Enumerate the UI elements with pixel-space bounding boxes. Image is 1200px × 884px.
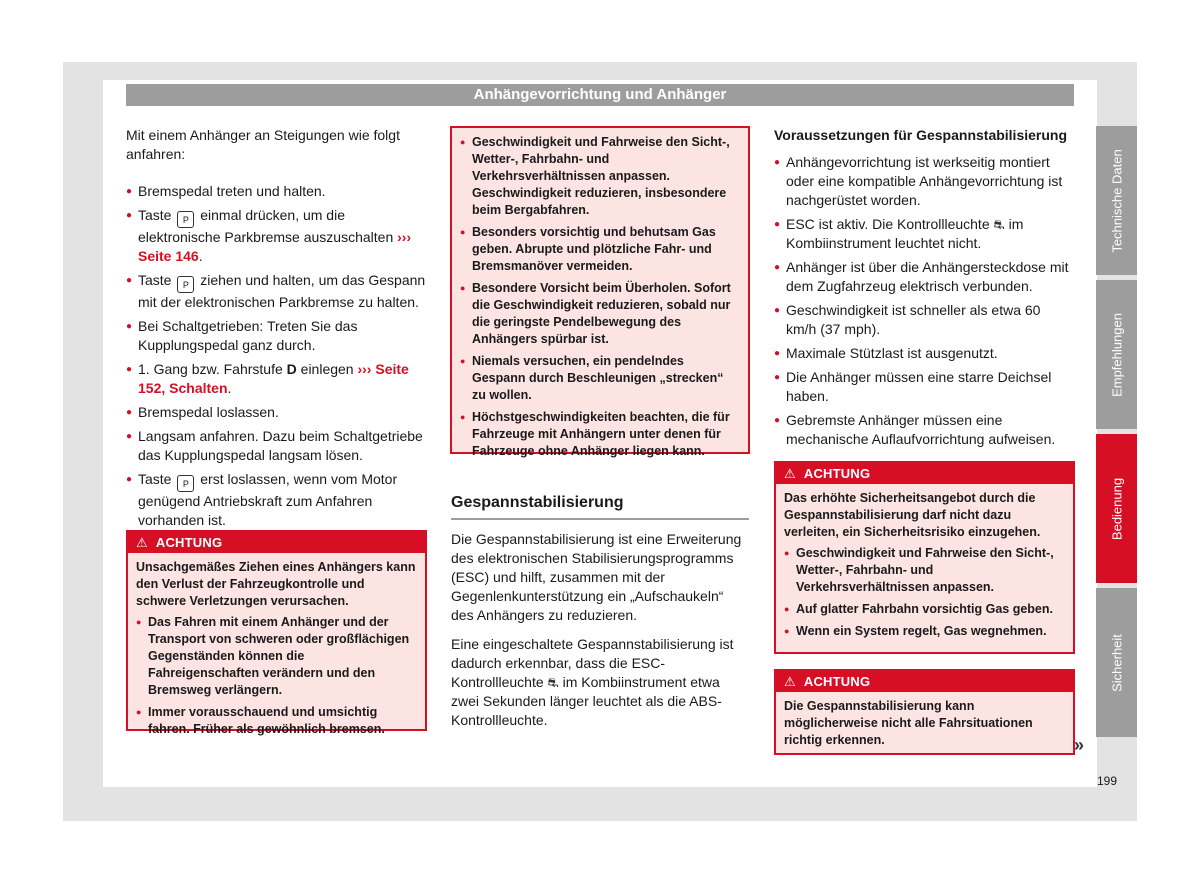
page-link[interactable]: ››› Seite 146 [138,229,412,264]
warning-item: ● Höchstgeschwindigkeiten beachten, die für Fahrzeuge mit Anhängern unter denen für Fahrzeuge ohne Anhänger liegen kann. [460,409,740,460]
parking-brake-key-icon: P [177,276,194,293]
tab-technische-daten[interactable]: Technische Daten [1096,126,1137,275]
list-item: ● Taste P einmal drücken, um die elektronische Parkbremse auszuschalten ››› Seite 146. [126,206,426,266]
list-item: ● Gebremste Anhänger müssen eine mechanische Auflaufvorrichtung aufweisen. [774,411,1074,449]
column-3 [774,126,1074,454]
list-item: ● ESC ist aktiv. Die Kontrollleuchte ⛐ im Kombiinstrument leuchtet nicht. [774,215,1074,253]
paragraph: Eine eingeschaltete Gespannstabilisierung ist dadurch erkennbar, dass die ESC-Kontrollleuchte ⛐ im Kombiinstrument etwa zwei Sekunden länger leuchtet als die ABS-Kontrollleuchte. [451,636,734,728]
warning-triangle-icon: ⚠ [784,674,796,689]
subheading: Voraussetzungen für Gespannstabilisierung [774,127,1068,143]
tab-bedienung[interactable]: Bedienung [1096,434,1137,583]
page-number: 199 [1097,774,1118,788]
warning-item: ● Wenn ein System regelt, Gas wegnehmen. [784,623,1065,640]
warning-item: ● Geschwindigkeit und Fahrweise den Sicht-, Wetter-, Fahrbahn- und Verkehrsverhältnissen anpassen. [784,545,1065,596]
warning-item: ● Das Fahren mit einem Anhänger und der Transport von schweren oder großflächigen Gegenständen können die Fahreigenschaften verändern und den Bremsweg verlängern. [136,614,417,699]
list-item: ● Bremspedal treten und halten. [126,182,426,201]
warning-lead: Unsachgemäßes Ziehen eines Anhängers kann den Verlust der Fahrzeugkontrolle und schwere Verletzungen verursachen. [136,560,416,608]
warning-lead: Das erhöhte Sicherheitsangebot durch die Gespannstabilisierung darf nicht dazu verleiten, ein Sicherheitsrisiko einzugehen. [784,491,1041,539]
warning-item: ● Besonders vorsichtig und behutsam Gas geben. Abrupte und plötzliche Fahr- und Bremsmanöver vermeiden. [460,224,740,275]
continue-arrow: » [1074,735,1085,755]
section-title: Gespannstabilisierung [451,492,749,520]
list-item: ● Taste P erst loslassen, wenn vom Motor genügend Antriebskraft zum Anfahren vorhanden ist. [126,470,426,530]
parking-brake-key-icon: P [177,211,194,228]
warning-header: ⚠ ACHTUNG [776,463,1073,484]
list-item: ● Bei Schaltgetrieben: Treten Sie das Kupplungspedal ganz durch. [126,317,426,355]
warning-item: ● Auf glatter Fahrbahn vorsichtig Gas geben. [784,601,1065,618]
paragraph: Die Gespannstabilisierung ist eine Erweiterung des elektronischen Stabilisierungsprogramms (ESC) und hilft, zusammen mit der Gegenlenkunterstützung ein „Aufschaukeln“ des Anhängers zu reduzieren. [451,531,742,623]
list-item: ● Maximale Stützlast ist ausgenutzt. [774,344,1074,363]
list-item: ● Anhängevorrichtung ist werkseitig montiert oder eine kompatible Anhängevorrichtung ist nachgerüstet worden. [774,153,1074,210]
warning-box-1 [126,530,427,736]
page-link[interactable]: ››› Seite 152, Schalten [138,361,409,396]
warning-triangle-icon: ⚠ [784,466,796,481]
esc-warning-light-icon: ⛐ [547,675,559,690]
tab-empfehlungen[interactable]: Empfehlungen [1096,280,1137,429]
warning-item: ● Niemals versuchen, ein pendelndes Gespann durch Beschleunigen „strecken“ zu wollen. [460,353,740,404]
list-item: ● Die Anhänger müssen eine starre Deichsel haben. [774,368,1074,406]
list-item: ● Geschwindigkeit ist schneller als etwa 60 km/h (37 mph). [774,301,1074,339]
list-item: ● Bremspedal loslassen. [126,403,426,422]
chapter-header: Anhängevorrichtung und Anhänger [126,84,1074,106]
warning-lead: Die Gespannstabilisierung kann möglicherweise nicht alle Fahrsituationen richtig erkennen. [784,699,1033,747]
warning-item: ● Besondere Vorsicht beim Überholen. Sofort die Geschwindigkeit reduzieren, sobald nur die geringste Pendelbewegung des Anhängers spürbar ist. [460,280,740,348]
list-item: ● Langsam anfahren. Dazu beim Schaltgetriebe das Kupplungspedal langsam lösen. [126,427,426,465]
column-1 [126,126,426,535]
warning-triangle-icon: ⚠ [136,535,148,550]
warning-box-2 [774,461,1075,654]
warning-box-continued [450,126,750,458]
list-item: ● 1. Gang bzw. Fahrstufe D einlegen ››› Seite 152, Schalten. [126,360,426,398]
warning-header: ⚠ ACHTUNG [776,671,1073,692]
intro-text: Mit einem Anhänger an Steigungen wie folgt anfahren: [126,127,400,162]
esc-warning-light-icon: ⛐ [993,217,1005,232]
tab-sicherheit[interactable]: Sicherheit [1096,588,1137,737]
warning-item: ● Immer vorausschauend und umsichtig fahren. Früher als gewöhnlich bremsen. [136,704,417,738]
warning-header: ⚠ ACHTUNG [128,532,425,553]
warning-box-3 [774,669,1075,755]
parking-brake-key-icon: P [177,475,194,492]
warning-item: ● Geschwindigkeit und Fahrweise den Sicht-, Wetter-, Fahrbahn- und Verkehrsverhältnissen anpassen. Geschwindigkeit reduzieren, insbesondere beim Bergabfahren. [460,134,740,219]
list-item: ● Anhänger ist über die Anhängersteckdose mit dem Zugfahrzeug elektrisch verbunden. [774,258,1074,296]
list-item: ● Taste P ziehen und halten, um das Gespann mit der elektronischen Parkbremse zu halten. [126,271,426,312]
column-2 [451,492,749,740]
